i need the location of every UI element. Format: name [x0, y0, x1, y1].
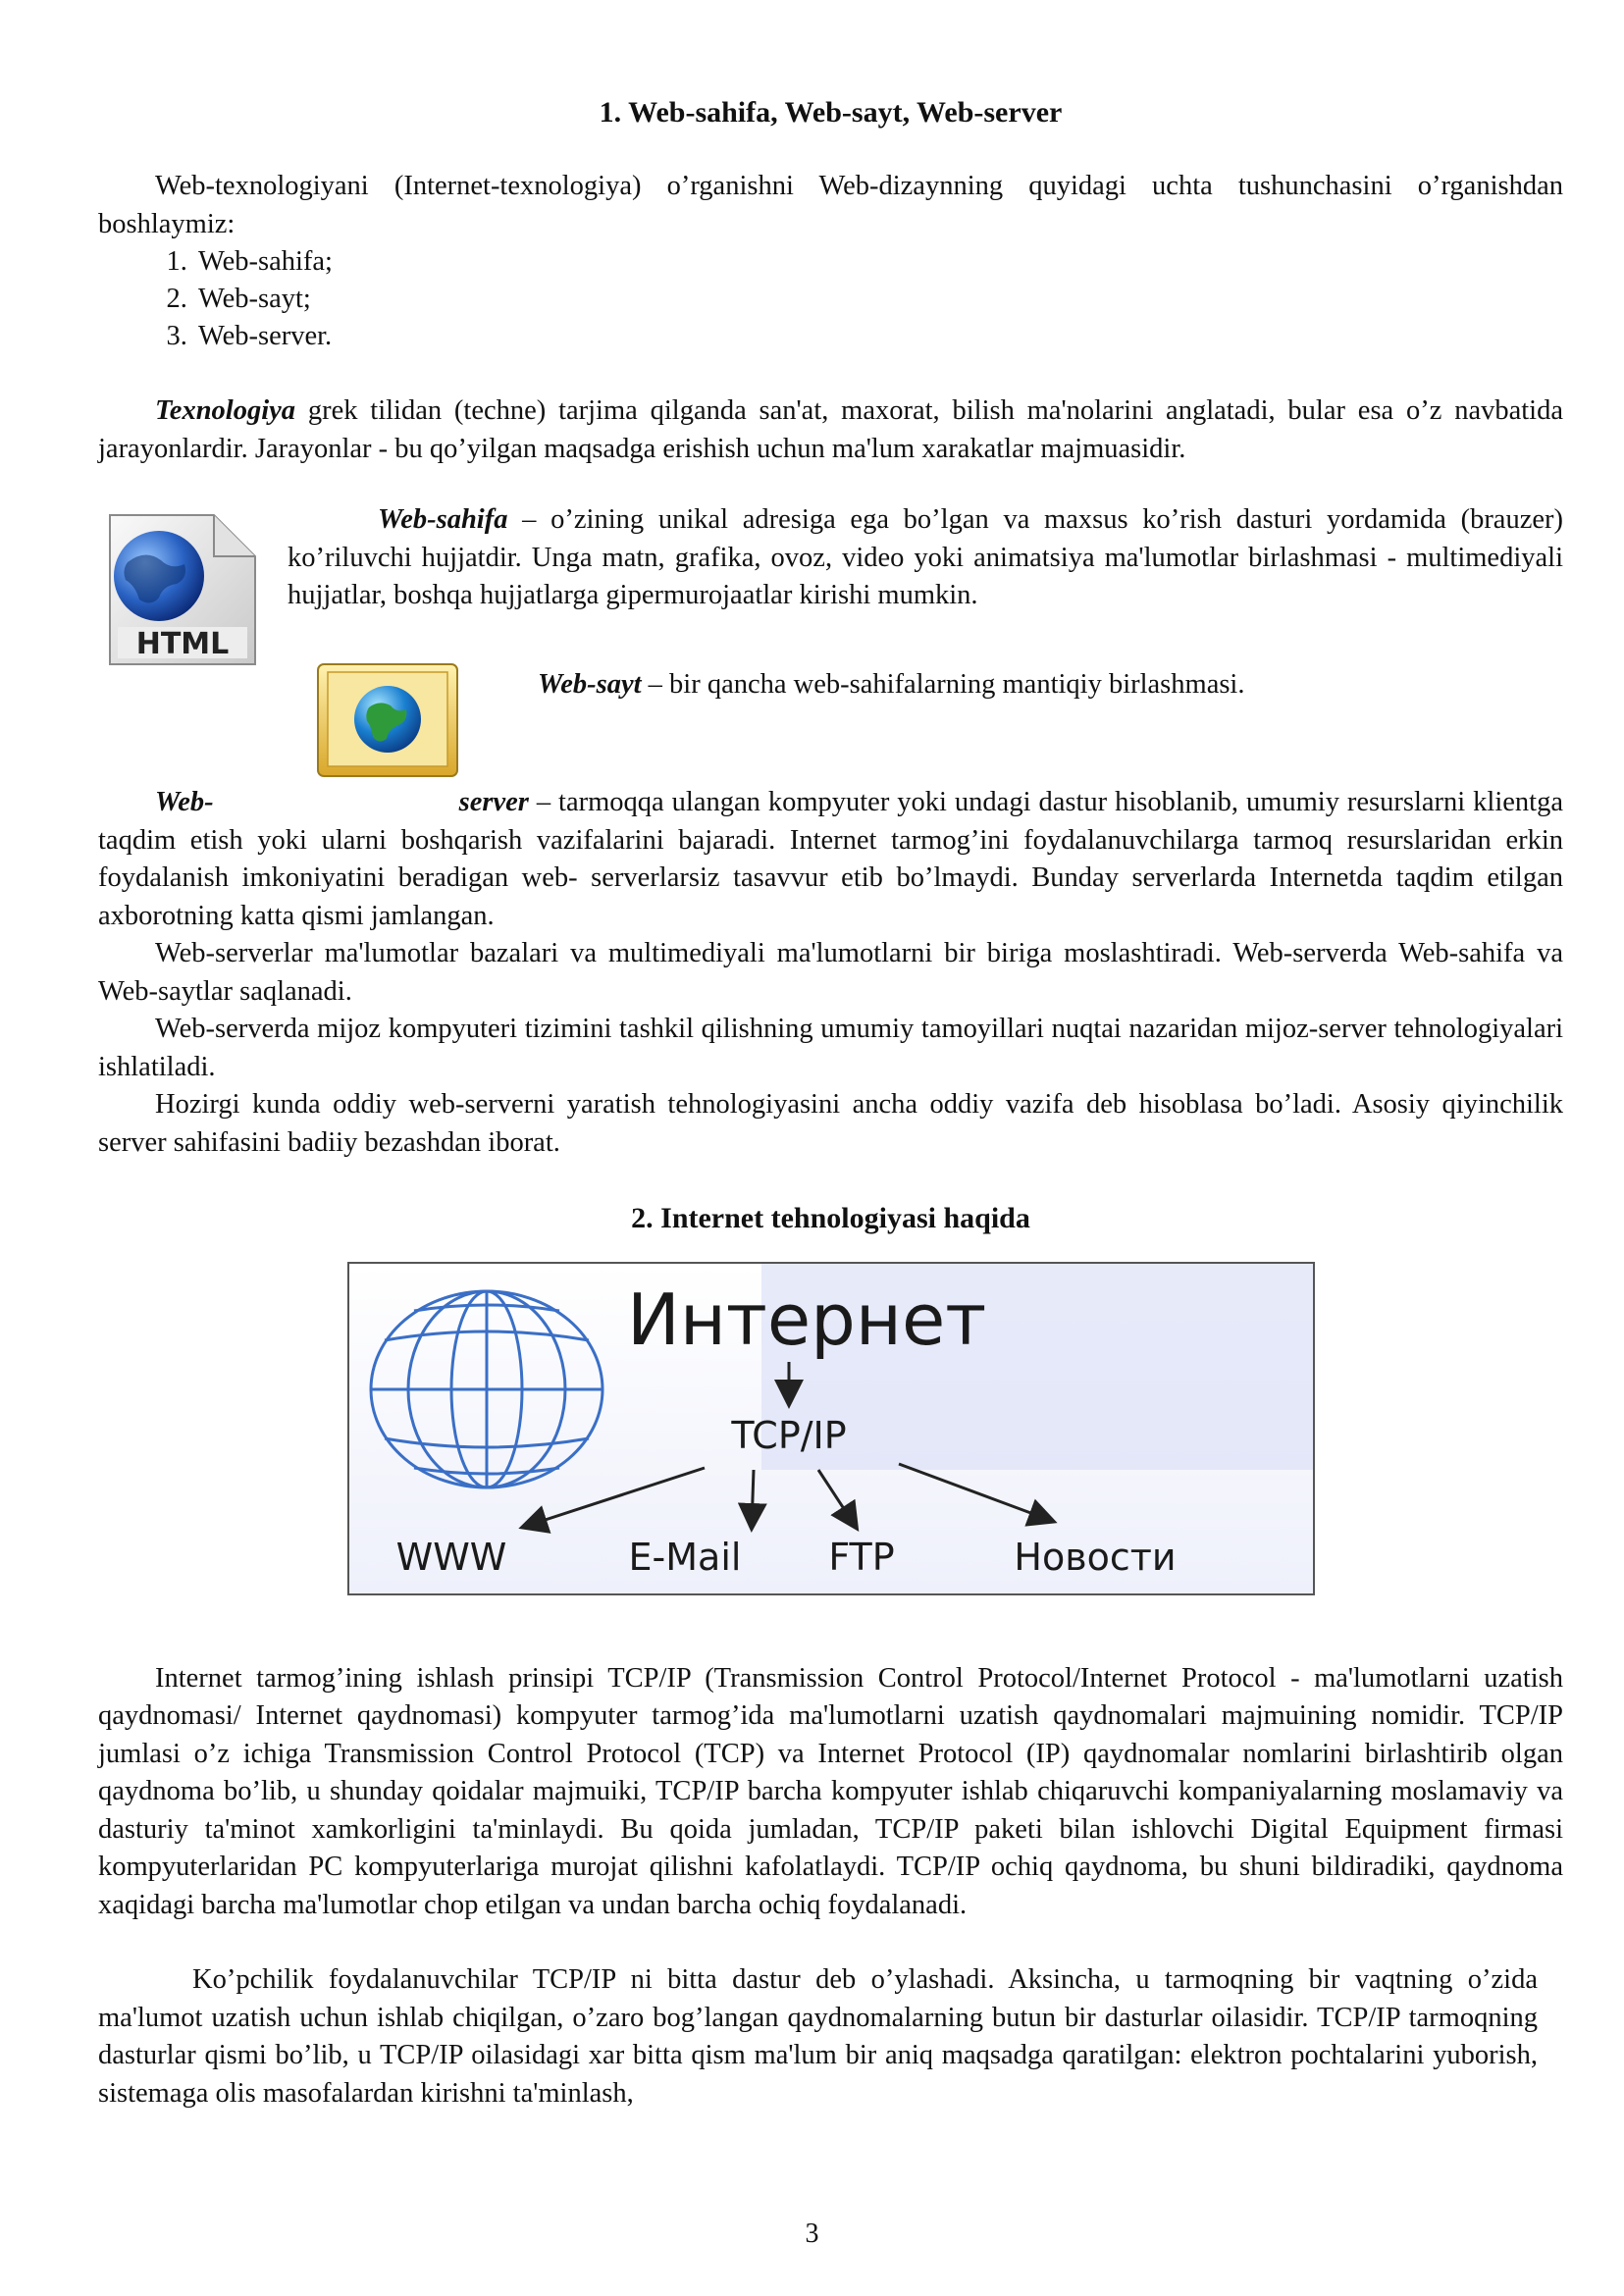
diagram-title: Интернет: [626, 1278, 986, 1361]
list-item: 3. Web-server.: [194, 318, 1563, 355]
webserver-paragraph: [98, 784, 1563, 935]
webserver-paragraph-3: Web-serverda mijoz kompyuteri tizimini tashkil qilishning umumiy tamoyillari nuqtai nazaridan mijoz-server tehnologiyalari ishlatiladi.: [98, 1014, 1563, 1082]
websayt-text: – bir qancha web-sahifalarning mantiqiy birlashmasi.: [641, 669, 1245, 700]
websahifa-text-block: [288, 501, 1563, 615]
globe-folder-icon: [314, 660, 461, 780]
diagram-service-news: Новости: [1013, 1536, 1177, 1579]
html-file-icon: [98, 511, 260, 668]
concept-list: [98, 243, 1563, 355]
internet-diagram: [347, 1262, 1315, 1595]
diagram-service-email: E-Mail: [628, 1536, 741, 1579]
webserver-term-a: Web-: [155, 787, 214, 817]
svg-text:HTML: HTML: [135, 627, 230, 661]
tcpip-paragraph-1: Internet tarmog’ining ishlash prinsipi TCP/IP (Transmission Control Protocol/Internet Protocol - ma'lumotlarni uzatish qaydnomasi/ Internet qaydnomasi) kompyuter tarmog’ida ma'lumotlarni uzatish qaydnomalari majmuining nomidir. TCP/IP jumlasi o’z ichiga Transmission Control Protocol (TCP) va Internet Protocol (IP) qaydnomalar nomlarini birlashtirib olgan qaydnoma bo’lib, u shunday qoidalar majmuiki, TCP/IP barcha kompyuter ishlab chiqaruvchi kompaniyalarning moslamaviy va dasturiy ta'minot xamkorligini ta'minlaydi. Bu qoida jumladan, TCP/IP paketi bilan ishlovchi Digital Equipment firmasi kompyuterlaridan PC kompyuterlariga murojat qilishni kafolatlaydi. TCP/IP ochiq qaydnoma, bu shuni bildiradiki, qaydnoma xaqidagi barcha ma'lumotlar chop etilgan va undan barcha ochiq foydalanadi.: [98, 1662, 1563, 1920]
page-number: 3: [805, 2218, 819, 2249]
texnologiya-paragraph: [98, 392, 1563, 468]
webserver-paragraph-4: Hozirgi kunda oddiy web-serverni yaratish tehnologiyasini ancha oddiy vazifa deb hisoblasa bo’ladi. Asosiy qiyinchilik server sahifasini badiiy bezashdan iborat.: [98, 1089, 1563, 1158]
texnologiya-text: grek tilidan (techne) tarjima qilganda san'at, maxorat, bilish ma'nolarini anglatadi, bular esa o’z navbatida jarayonlardir. Jarayonlar - bu qo’yilgan maqsadga erishish uchun ma'lum xarakatlar majmuasidir.: [98, 395, 1563, 464]
tcpip-paragraph-2: Ko’pchilik foydalanuvchilar TCP/IP ni bitta dastur deb o’ylashadi. Aksincha, u tarmoqning bir vaqtning o’zida ma'lumot uzatish uchun ishlab chiqilgan, o’zaro bog’langan qaydnomalarning butun bir dasturlar oilasidir. TCP/IP tarmoqning dasturlar qismi bo’lib, u TCP/IP oilasidagi xar bitta qism ma'lum bir aniq maqsadga qaratilgan: elektron pochtalarini yuborish, sistemaga olis masofalardan kirishni ta'minlash,: [98, 1964, 1538, 2109]
diagram-protocol: TCP/IP: [730, 1414, 847, 1457]
list-item: 1. Web-sahifa;: [194, 243, 1563, 281]
section-2-title: 2. Internet tehnologiyasi haqida: [631, 1202, 1030, 1234]
globe-icon: [371, 1291, 602, 1487]
diagram-service-ftp: FTP: [827, 1536, 895, 1579]
webserver-paragraph-2: Web-serverlar ma'lumotlar bazalari va multimediyali ma'lumotlarni bir biriga moslashtiradi. Web-serverda Web-sahifa va Web-saytlar saqlanadi.: [98, 938, 1563, 1007]
websayt-term: Web-sayt: [538, 669, 642, 700]
websahifa-paragraph: [288, 501, 1563, 615]
internet-diagram-wrapper: [98, 1262, 1563, 1605]
list-item: 2. Web-sayt;: [194, 281, 1563, 318]
section-1-title: 1. Web-sahifa, Web-sayt, Web-server: [599, 96, 1063, 129]
texnologiya-term: Texnologiya: [155, 395, 296, 426]
websahifa-text: – o’zining unikal adresiga ega bo’lgan va maxsus ko’rish dasturi yordamida (brauzer) ko’riluvchi hujjatdir. Unga matn, grafika, ovoz, video yoki animatsiya ma'lumotlar birlashmasi - multimediyali hujjatlar, boshqa hujjatlarga gipermurojaatlar kirishi mumkin.: [288, 504, 1563, 610]
webserver-term-b: server: [458, 787, 529, 817]
websahifa-term: Web-sahifa: [378, 504, 508, 535]
websayt-line: [538, 666, 1244, 704]
websahifa-block: [98, 501, 1563, 668]
intro-paragraph: Web-texnologiyani (Internet-texnologiya) o’rganishni Web-dizaynning quyidagi uchta tushunchasini o’rganishdan boshlaymiz:: [98, 171, 1563, 239]
diagram-service-www: WWW: [395, 1536, 506, 1579]
document-page: [98, 93, 1563, 2113]
webserver-text: – tarmoqqa ulangan kompyuter yoki undagi dastur hisoblanib, umumiy resurslarni klientga taqdim etish yoki ularni boshqarish vazifalarini bajaradi. Internet tarmog’ini foydalanuvchilarga tarmoq resurslaridan erkin foydalanish imkoniyatini beradigan web- serverlarsiz tasavvur etib bo’lmaydi. Bunday serverlarda Internetda taqdim etilgan axborotning katta qismi jamlangan.: [98, 787, 1563, 931]
internet-diagram-graphic: [349, 1264, 1313, 1593]
websayt-block: [98, 668, 1563, 784]
